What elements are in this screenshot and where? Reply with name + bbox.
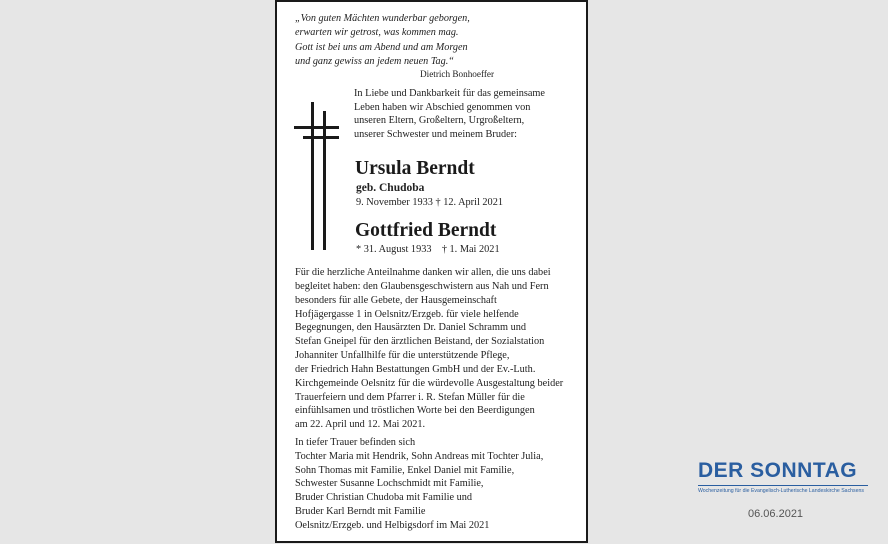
intro-text xyxy=(354,87,584,141)
intro-line: unseren Eltern, Großeltern, Urgroßeltern, xyxy=(354,115,525,126)
deceased-name-ursula: Ursula Berndt xyxy=(355,158,475,179)
thanks-line: Kirchgemeinde Oelsnitz für die würdevolle Ausgestaltung beider xyxy=(295,377,564,389)
thanks-text xyxy=(295,266,587,432)
maiden-name: geb. Chudoba xyxy=(356,182,425,194)
thanks-line: der Friedrich Hahn Bestattungen GmbH und der Ev.-Luth. xyxy=(295,363,536,375)
thanks-line: Stefan Gneipel für den ärztlichen Beistand, der Sozialstation xyxy=(295,336,545,348)
deceased-dates-gottfried: * 31. August 1933 † 1. Mai 2021 xyxy=(356,244,500,255)
cross-beam xyxy=(294,126,339,129)
obituary-notice xyxy=(275,0,588,543)
thanks-line: besonders für alle Gebete, der Hausgemeinschaft xyxy=(295,294,497,306)
publication-title: DER SONNTAG xyxy=(698,459,858,482)
thanks-line: Hofjägergasse 1 in Oelsnitz/Erzgeb. für viele helfende xyxy=(295,308,519,320)
intro-line: unserer Schwester und meinem Bruder: xyxy=(354,128,517,140)
publication-subtitle: Wochenzeitung für die Evangelisch-Lutherische Landeskirche Sachsens xyxy=(698,488,865,494)
deceased-name-gottfried: Gottfried Berndt xyxy=(355,220,497,241)
thanks-line: am 22. April und 12. Mai 2021. xyxy=(295,419,426,431)
quote-line: und ganz gewiss an jedem neuen Tag.“ xyxy=(295,55,454,67)
cross-beam xyxy=(323,111,326,250)
thanks-line: Für die herzliche Anteilnahme danken wir allen, die uns dabei xyxy=(295,267,551,278)
mourners-list xyxy=(295,436,587,519)
quote-line: erwarten wir getrost, was kommen mag. xyxy=(295,27,459,39)
intro-line: In Liebe und Dankbarkeit für das gemeinsame xyxy=(354,88,545,99)
quote-author: Dietrich Bonhoeffer xyxy=(420,69,495,79)
thanks-line: Begegnungen, den Hausärzten Dr. Daniel Schramm und xyxy=(295,322,527,334)
intro-line: Leben haben wir Abschied genommen von xyxy=(354,101,531,113)
deceased-dates-ursula: 9. November 1933 † 12. April 2021 xyxy=(356,197,504,208)
bonhoeffer-quote xyxy=(295,12,585,69)
thanks-line: begleitet haben: den Glaubensgeschwistern aus Nah und Fern xyxy=(295,280,549,292)
cross-beam xyxy=(303,136,339,139)
place-and-date: Oelsnitz/Erzgeb. und Helbigsdorf im Mai 2021 xyxy=(295,520,490,531)
mourners-line: Sohn Thomas mit Familie, Enkel Daniel mit Familie, xyxy=(295,464,515,476)
thanks-line: Trauerfeiern und dem Pfarrer i. R. Stefan Müller für die xyxy=(295,391,525,403)
thanks-line: einfühlsamen und tröstlichen Worte bei den Beerdigungen xyxy=(295,405,535,417)
thanks-line: Johanniter Unfallhilfe für die unterstützende Pflege, xyxy=(295,350,510,362)
cross-beam xyxy=(311,102,314,250)
publication-logo xyxy=(698,459,868,494)
mourners-line: In tiefer Trauer befinden sich xyxy=(295,437,416,448)
mourners-line: Tochter Maria mit Hendrik, Sohn Andreas mit Tochter Julia, xyxy=(295,450,544,462)
quote-line: Gott ist bei uns am Abend und am Morgen xyxy=(295,41,468,53)
publication-date: 06.06.2021 xyxy=(748,508,804,520)
logo-divider xyxy=(698,485,868,486)
mourners-line: Bruder Karl Berndt mit Familie xyxy=(295,505,426,517)
mourners-line: Schwester Susanne Lochschmidt mit Familie, xyxy=(295,478,484,490)
mourners-line: Bruder Christian Chudoba mit Familie und xyxy=(295,492,473,504)
quote-line: „Von guten Mächten wunderbar geborgen, xyxy=(295,13,470,24)
